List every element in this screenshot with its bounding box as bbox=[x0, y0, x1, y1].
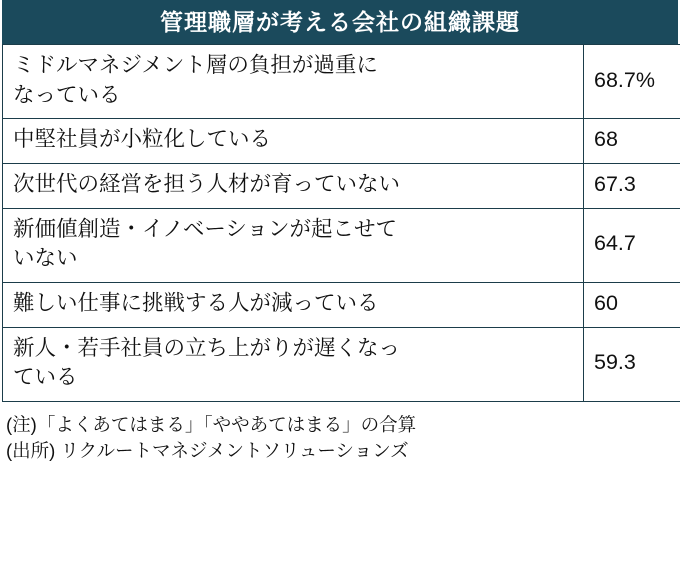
label-line: 中堅社員が小粒化している bbox=[13, 127, 272, 152]
note-line-source: (出所) リクルートマネジメントソリューションズ bbox=[6, 440, 409, 462]
chart-notes bbox=[0, 402, 680, 465]
label-line: ミドルマネジメント層の負担が過重に bbox=[13, 53, 378, 77]
table-cell-label bbox=[3, 327, 584, 401]
label-line: 次世代の経営を担う人材が育っていない bbox=[13, 171, 401, 196]
table-row bbox=[3, 163, 680, 208]
table-cell-label bbox=[3, 119, 584, 164]
table-cell-value: 67.3 bbox=[584, 163, 680, 208]
table-cell-value: 68 bbox=[584, 119, 680, 164]
page-title: 管理職層が考える会社の組織課題 bbox=[160, 8, 520, 35]
table-row bbox=[3, 327, 680, 401]
table-cell-value: 59.3 bbox=[584, 327, 680, 401]
table-cell-label bbox=[3, 282, 584, 327]
data-table bbox=[2, 44, 680, 402]
table-row bbox=[3, 45, 680, 119]
table-row bbox=[3, 208, 680, 282]
label-line: いない bbox=[13, 246, 78, 271]
label-line: 新人・若手社員の立ち上がりが遅くなっ bbox=[13, 335, 401, 360]
note-line-definition: (注)「よくあてはまる」「ややあてはまる」の合算 bbox=[6, 413, 417, 435]
table-cell-label bbox=[3, 163, 584, 208]
table-row bbox=[3, 119, 680, 164]
table-cell-value: 64.7 bbox=[584, 208, 680, 282]
table-cell-label bbox=[3, 208, 584, 282]
table-cell-value: 60 bbox=[584, 282, 680, 327]
chart-title-bar bbox=[2, 0, 678, 44]
label-line: 難しい仕事に挑戦する人が減っている bbox=[13, 290, 379, 315]
table-cell-label bbox=[3, 45, 584, 119]
table-row bbox=[3, 282, 680, 327]
table-cell-value: 68.7% bbox=[584, 45, 680, 119]
label-line: ている bbox=[13, 365, 78, 390]
label-line: 新価値創造・イノベーションが起こせて bbox=[13, 216, 397, 241]
label-line: なっている bbox=[13, 82, 121, 107]
